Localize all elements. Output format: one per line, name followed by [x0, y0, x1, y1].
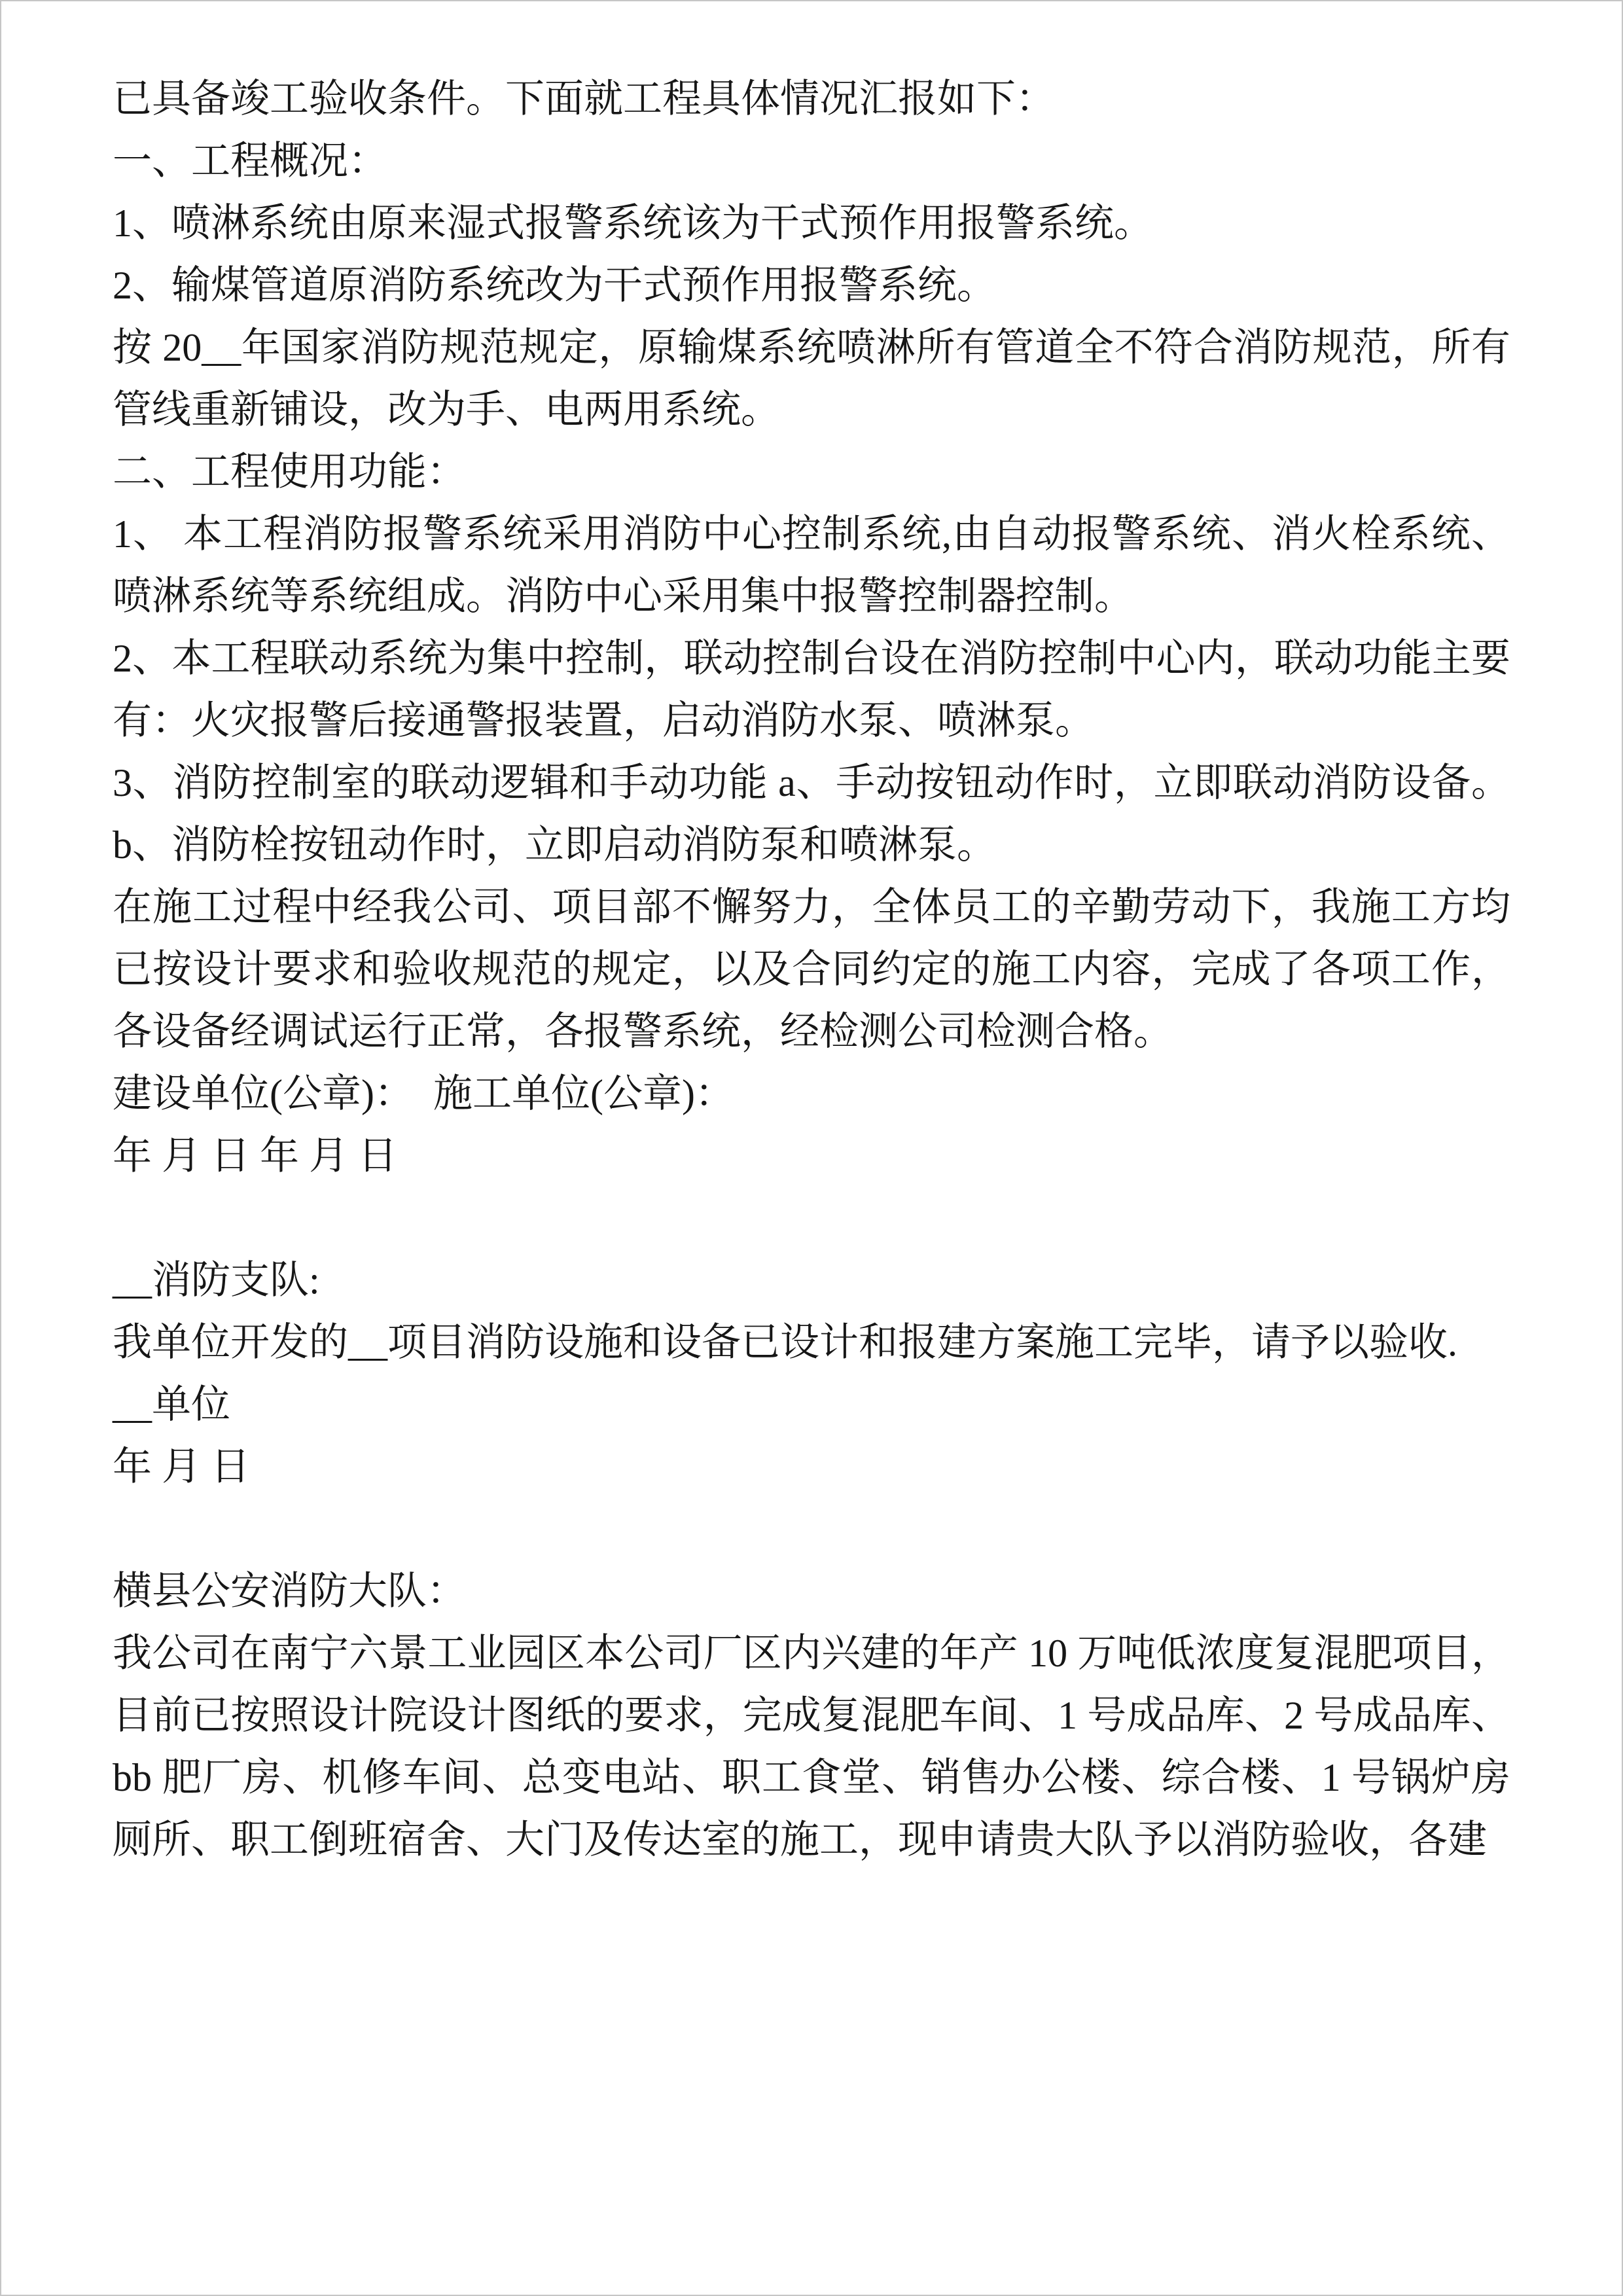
list-item: 2、输煤管道原消防系统改为干式预作用报警系统。	[113, 264, 996, 307]
section-heading: 一、工程概况：	[113, 139, 387, 183]
blank-line	[113, 1187, 1510, 1249]
date-line: 年 月 日	[113, 1445, 250, 1488]
list-item: 3、消防控制室的联动逻辑和手动功能 a、手动按钮动作时，立即联动消防设备。b、消防栓按钮动作时，立即启动消防泵和喷淋泵。	[113, 761, 1510, 867]
list-item: 1、 本工程消防报警系统采用消防中心控制系统,由自动报警系统、消火栓系统、喷淋系统等系统组成。消防中心采用集中报警控制器控制。	[113, 512, 1510, 618]
paragraph: 我公司在南宁六景工业园区本公司厂区内兴建的年产 10 万吨低浓度复混肥项目，目前已按照设计院设计图纸的要求，完成复混肥车间、1 号成品库、2 号成品库、bb 肥厂房、机修车间、总变电站、职工食堂、销售办公楼、综合楼、1 号锅炉房厕所、职工倒班宿舍、大门及传达室的施工，现申请贵大队予以消防验收，各建	[113, 1632, 1510, 1861]
addressee-line: 横县公安消防大队：	[113, 1570, 466, 1613]
document-content	[113, 68, 1510, 1871]
paragraph: 按 20__年国家消防规范规定，原输煤系统喷淋所有管道全不符合消防规范，所有管线重新铺设，改为手、电两用系统。	[113, 326, 1510, 431]
paragraph: 已具备竣工验收条件。下面就工程具体情况汇报如下：	[113, 77, 1055, 120]
signature-line: 建设单位(公章)： 施工单位(公章)：	[113, 1072, 734, 1115]
paragraph: 我单位开发的__项目消防设施和设备已设计和报建方案施工完毕，请予以验收.	[113, 1321, 1457, 1364]
section-heading: 二、工程使用功能：	[113, 450, 466, 493]
list-item: 2、本工程联动系统为集中控制，联动控制台设在消防控制中心内，联动功能主要有：火灾报警后接通警报装置，启动消防水泵、喷淋泵。	[113, 637, 1510, 742]
date-line: 年 月 日 年 月 日	[113, 1134, 397, 1177]
blank-line	[113, 1498, 1510, 1560]
signature-line: __单位	[113, 1383, 230, 1426]
list-item: 1、喷淋系统由原来湿式报警系统该为干式预作用报警系统。	[113, 202, 1153, 245]
addressee-line: __消防支队:	[113, 1259, 320, 1302]
paragraph: 在施工过程中经我公司、项目部不懈努力，全体员工的辛勤劳动下，我施工方均已按设计要求和验收规范的规定，以及合同约定的施工内容，完成了各项工作，各设备经调试运行正常，各报警系统，经检测公司检测合格。	[113, 886, 1510, 1053]
